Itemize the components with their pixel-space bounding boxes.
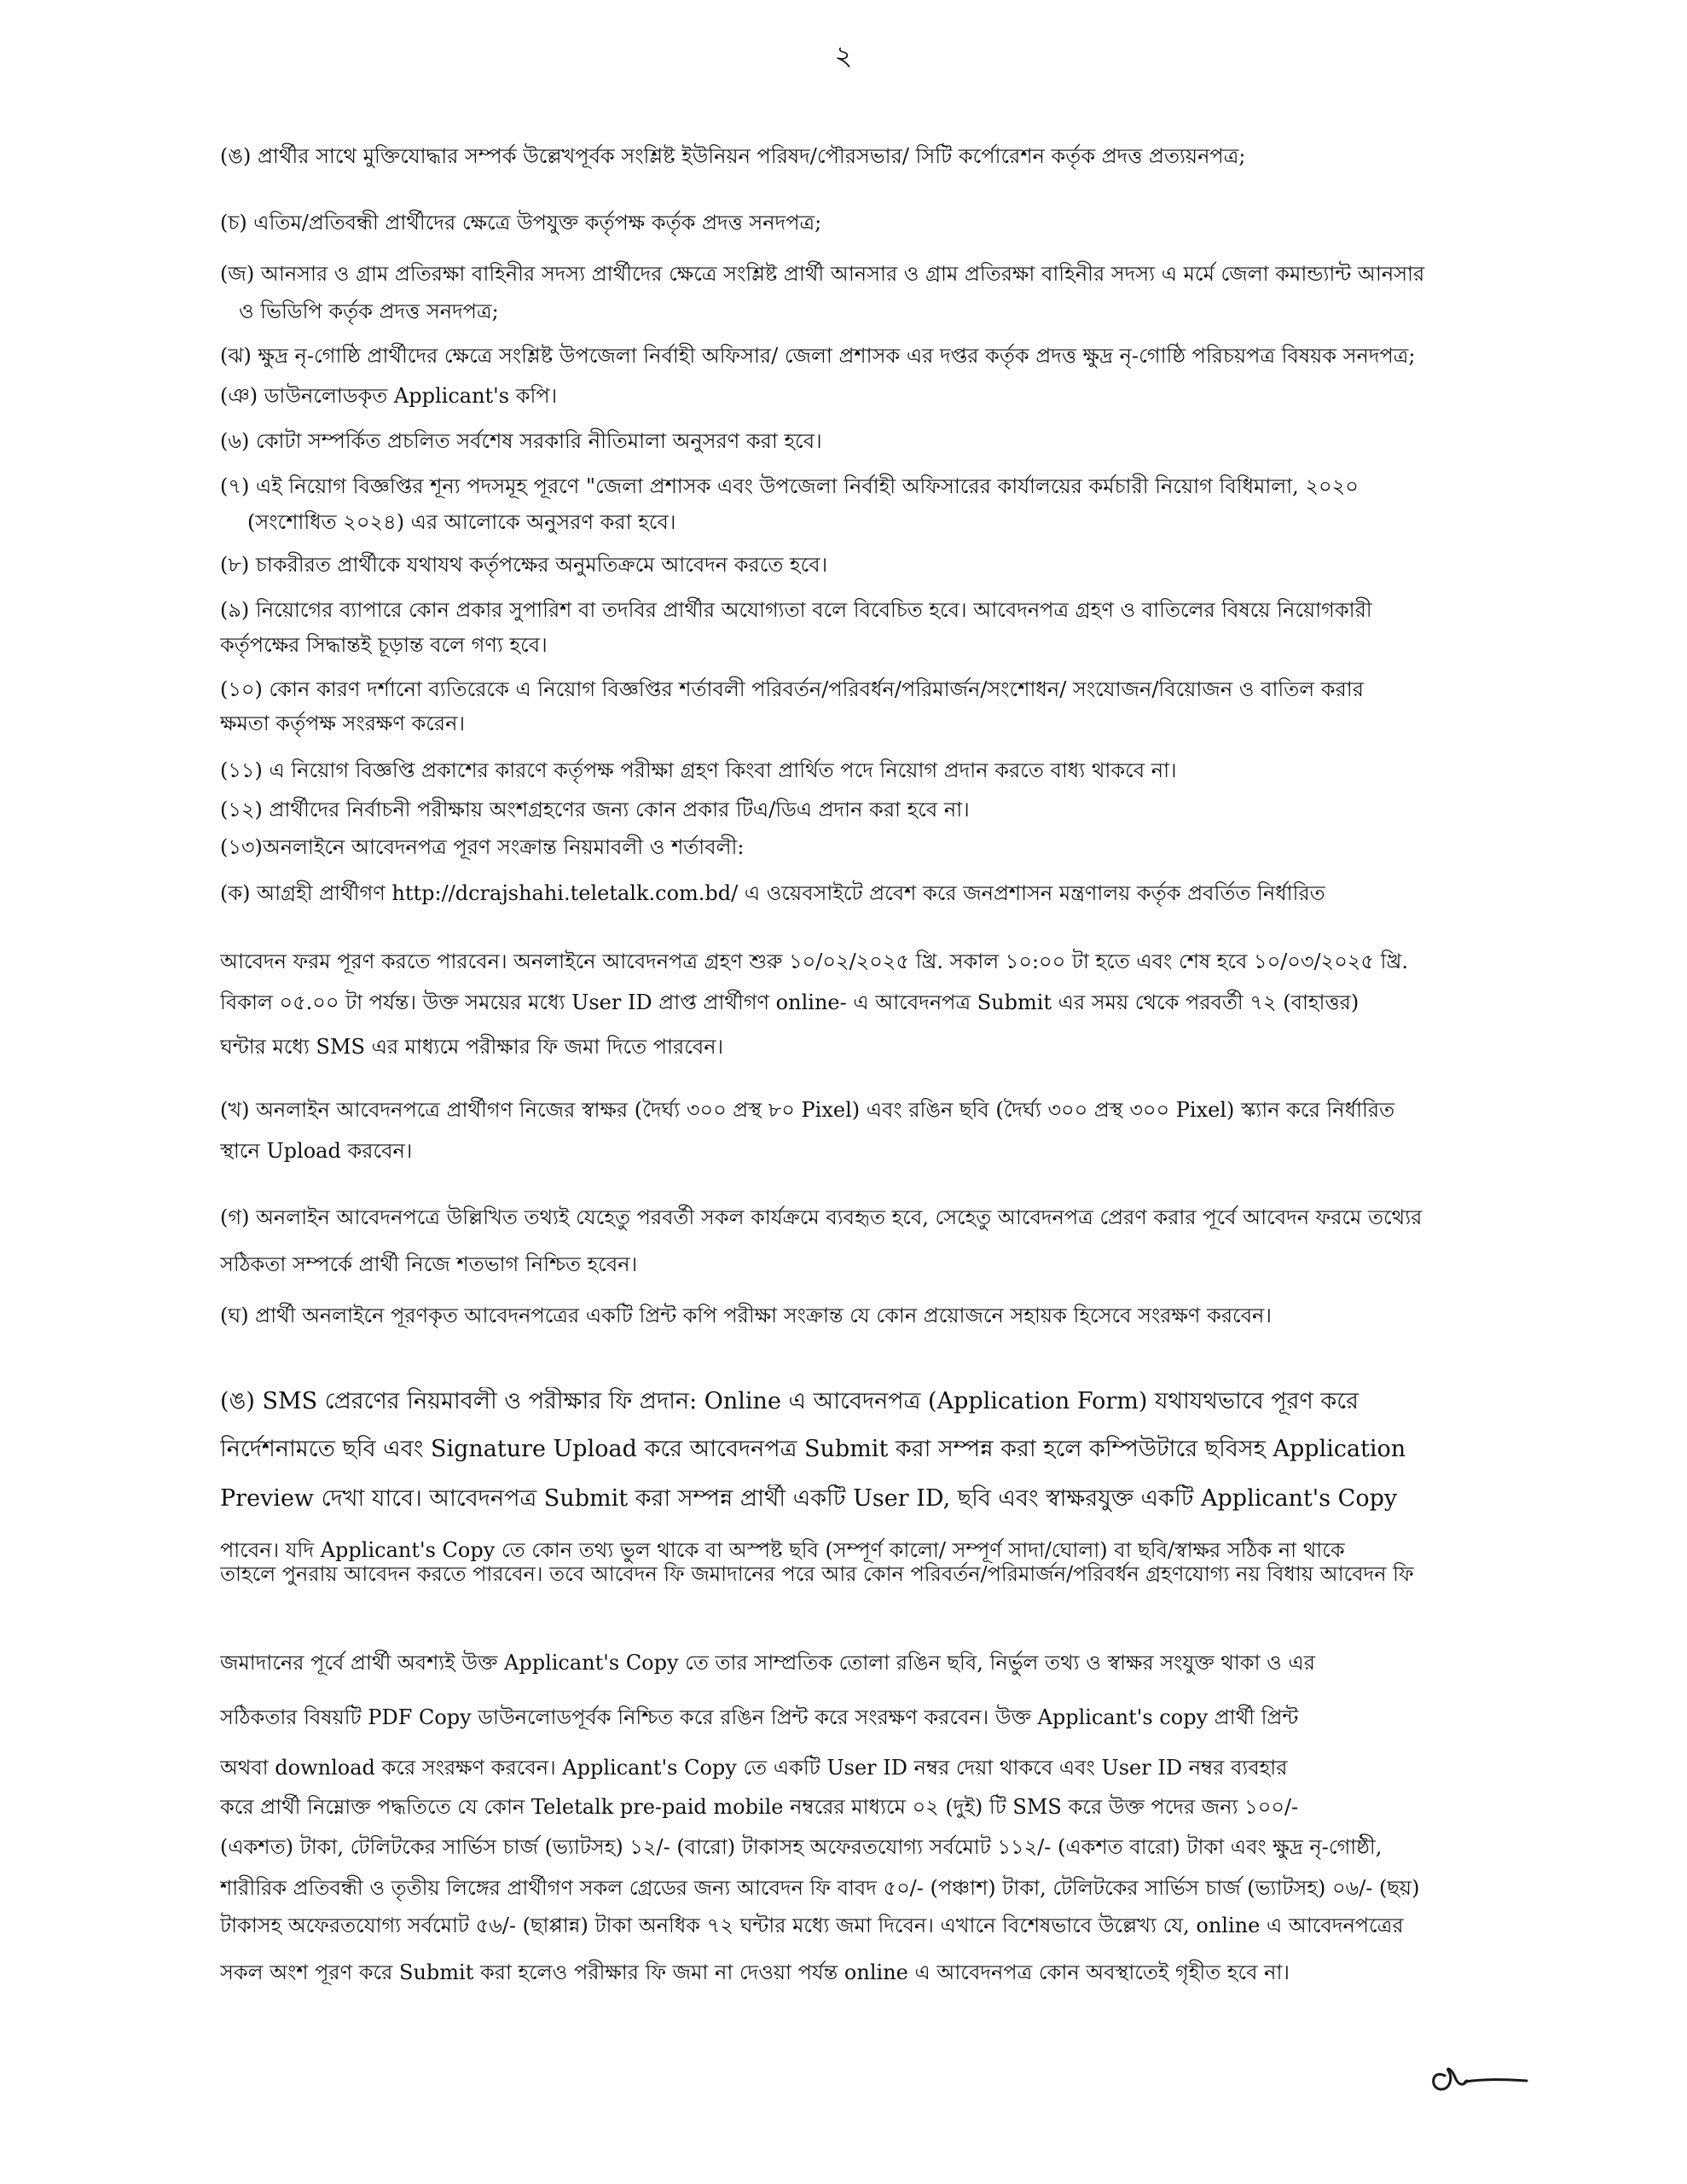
- paragraph-line: (ক) আগ্রহী প্রার্থীগণ http://dcrajshahi.teletalk.com.bd/ এ ওয়েবসাইটে প্রবেশ করে জনপ্রশাসন মন্ত্রণালয় কর্তৃক প্রবর্তিত নির্ধারিত: [220, 881, 1325, 905]
- paragraph-line: (খ) অনলাইন আবেদনপত্রে প্রার্থীগণ নিজের স্বাক্ষর (দৈর্ঘ্য ৩০০ প্রস্থ ৮০ Pixel) এবং রঙিন ছবি (দৈর্ঘ্য ৩০০ প্রস্থ ৩০০ Pixel) স্ক্যান করে নির্ধারিত: [220, 1098, 1395, 1122]
- paragraph-line: জমাদানের পূর্বে প্রার্থী অবশ্যই উক্ত Applicant's Copy তে তার সাম্প্রতিক তোলা রঙিন ছবি, নির্ভুল তথ্য ও স্বাক্ষর সংযুক্ত থাকা ও এর: [220, 1651, 1315, 1675]
- paragraph-line: সকল অংশ পূরণ করে Submit করা হলেও পরীক্ষার ফি জমা না দেওয়া পর্যন্ত online এ আবেদনপত্র কোন অবস্থাতেই গৃহীত হবে না।: [220, 1960, 1290, 1984]
- paragraph-line: বিকাল ০৫.০০ টা পর্যন্ত। উক্ত সময়ের মধ্যে User ID প্রাপ্ত প্রার্থীগণ online- এ আবেদনপত্র Submit এর সময় থেকে পরবর্তী ৭২ (বাহাত্তর): [220, 990, 1359, 1014]
- paragraph-line: (চ) এতিম/প্রতিবন্ধী প্রার্থীদের ক্ষেত্রে উপযুক্ত কর্তৃপক্ষ কর্তৃক প্রদত্ত সনদপত্র;: [220, 211, 822, 235]
- paragraph-line: (৬) কোটা সম্পর্কিত প্রচলিত সর্বশেষ সরকারি নীতিমালা অনুসরণ করা হবে।: [220, 429, 822, 453]
- paragraph-line: (জ) আনসার ও গ্রাম প্রতিরক্ষা বাহিনীর সদস্য প্রার্থীদের ক্ষেত্রে সংশ্লিষ্ট প্রার্থী আনসার ও গ্রাম প্রতিরক্ষা বাহিনীর সদস্য এ মর্মে জেলা কমান্ড্যান্ট আনসার: [220, 262, 1425, 286]
- paragraph-line: (ঙ) প্রার্থীর সাথে মুক্তিযোদ্ধার সম্পর্ক উল্লেখপূর্বক সংশ্লিষ্ট ইউনিয়ন পরিষদ/পৌরসভার/ সিটি কর্পোরেশন কর্তৃক প্রদত্ত প্রত্যয়নপত্র;: [220, 144, 1246, 168]
- paragraph-line: (ঞ) ডাউনলোডকৃত Applicant's কপি।: [220, 384, 558, 408]
- paragraph-line: শারীরিক প্রতিবন্ধী ও তৃতীয় লিঙ্গের প্রার্থীগণ সকল গ্রেডের জন্য আবেদন ফি বাবদ ৫০/- (পঞ্চাশ) টাকা, টেলিটকের সার্ভিস চার্জ (ভ্যাটসহ) ০৬/- (ছয়): [220, 1876, 1420, 1900]
- paragraph-line: নির্দেশনামতে ছবি এবং Signature Upload করে আবেদনপত্র Submit করা সম্পন্ন করা হলে কম্পিউটারে ছবিসহ Application: [220, 1436, 1406, 1462]
- paragraph-line: স্থানে Upload করবেন।: [220, 1139, 413, 1163]
- paragraph-line: Preview দেখা যাবে। আবেদনপত্র Submit করা সম্পন্ন প্রার্থী একটি User ID, ছবি এবং স্বাক্ষরযুক্ত একটি Applicant's Copy: [220, 1485, 1398, 1512]
- paragraph-line: তাহলে পুনরায় আবেদন করতে পারবেন। তবে আবেদন ফি জমাদানের পরে আর কোন পরিবর্তন/পরিমার্জন/পরিবর্ধন গ্রহণযোগ্য নয় বিধায় আবেদন ফি: [220, 1562, 1414, 1586]
- paragraph-line: (৮) চাকরীরত প্রার্থীকে যথাযথ কর্তৃপক্ষের অনুমতিক্রমে আবেদন করতে হবে।: [220, 553, 828, 577]
- paragraph-line: (১২) প্রার্থীদের নির্বাচনী পরীক্ষায় অংশগ্রহণের জন্য কোন প্রকার টিএ/ডিএ প্রদান করা হবে না।: [220, 798, 970, 822]
- page-number: ২: [834, 39, 853, 72]
- paragraph-line: (ঘ) প্রার্থী অনলাইনে পূরণকৃত আবেদনপত্রের একটি প্রিন্ট কপি পরীক্ষা সংক্রান্ত যে কোন প্রয়োজনে সহায়ক হিসেবে সংরক্ষণ করবেন।: [220, 1304, 1272, 1327]
- paragraph-line: কর্তৃপক্ষের সিদ্ধান্তই চূড়ান্ত বলে গণ্য হবে।: [220, 633, 548, 657]
- paragraph-line: (ঝ) ক্ষুদ্র নৃ-গোষ্ঠি প্রার্থীদের ক্ষেত্রে সংশ্লিষ্ট উপজেলা নির্বাহী অফিসার/ জেলা প্রশাসক এর দপ্তর কর্তৃক প্রদত্ত ক্ষুদ্র নৃ-গোষ্ঠি পরিচয়পত্র বিষয়ক সনদপত্র;: [220, 344, 1416, 368]
- paragraph-line: (ঙ) SMS প্রেরণের নিয়মাবলী ও পরীক্ষার ফি প্রদান: Online এ আবেদনপত্র (Application Form) যথাযথভাবে পূরণ করে: [220, 1388, 1359, 1414]
- paragraph-line: ঘন্টার মধ্যে SMS এর মাধ্যমে পরীক্ষার ফি জমা দিতে পারবেন।: [220, 1035, 724, 1059]
- paragraph-line: (৭) এই নিয়োগ বিজ্ঞপ্তির শূন্য পদসমূহ পূরণে "জেলা প্রশাসক এবং উপজেলা নির্বাহী অফিসারের কার্যালয়ের কর্মচারী নিয়োগ বিধিমালা, ২০২০: [220, 474, 1359, 498]
- paragraph-line: (গ) অনলাইন আবেদনপত্রে উল্লিখিত তথ্যই যেহেতু পরবর্তী সকল কার্যক্রমে ব্যবহৃত হবে, সেহেতু আবেদনপত্র প্রেরণ করার পূর্বে আবেদন ফরমে তথ্যের: [220, 1205, 1423, 1229]
- paragraph-line: আবেদন ফরম পূরণ করতে পারবেন। অনলাইনে আবেদনপত্র গ্রহণ শুরু ১০/০২/২০২৫ খ্রি. সকাল ১০:০০ টা হতে এবং শেষ হবে ১০/০৩/২০২৫ খ্রি.: [220, 950, 1408, 973]
- paragraph-line: সঠিকতা সম্পর্কে প্রার্থী নিজে শতভাগ নিশ্চিত হবেন।: [220, 1252, 638, 1276]
- paragraph-line: ক্ষমতা কর্তৃপক্ষ সংরক্ষণ করেন।: [220, 712, 466, 735]
- paragraph-line: (১৩)অনলাইনে আবেদনপত্র পূরণ সংক্রান্ত নিয়মাবলী ও শর্তাবলী:: [220, 835, 745, 859]
- signature-icon: [1416, 2043, 1535, 2103]
- paragraph-line: (সংশোধিত ২০২৪) এর আলোকে অনুসরণ করা হবে।: [247, 510, 676, 534]
- paragraph-line: করে প্রার্থী নিম্নোক্ত পদ্ধতিতে যে কোন Teletalk pre-paid mobile নম্বরের মাধ্যমে ০২ (দুই) টি SMS করে উক্ত পদের জন্য ১০০/-: [220, 1795, 1299, 1819]
- paragraph-line: (১০) কোন কারণ দর্শানো ব্যতিরেকে এ নিয়োগ বিজ্ঞপ্তির শর্তাবলী পরিবর্তন/পরিবর্ধন/পরিমার্জন/সংশোধন/ সংযোজন/বিয়োজন ও বাতিল করার: [220, 677, 1364, 701]
- paragraph-line: পাবেন। যদি Applicant's Copy তে কোন তথ্য ভুল থাকে বা অস্পষ্ট ছবি (সম্পূর্ণ কালো/ সম্পূর্ণ সাদা/ঘোলা) বা ছবি/স্বাক্ষর সঠিক না থাকে: [220, 1538, 1345, 1562]
- paragraph-line: (১১) এ নিয়োগ বিজ্ঞপ্তি প্রকাশের কারণে কর্তৃপক্ষ পরীক্ষা গ্রহণ কিংবা প্রার্থিত পদে নিয়োগ প্রদান করতে বাধ্য থাকবে না।: [220, 758, 1177, 782]
- paragraph-line: (একশত) টাকা, টেলিটকের সার্ভিস চার্জ (ভ্যাটসহ) ১২/- (বারো) টাকাসহ অফেরতযোগ্য সর্বমোট ১১২/- (একশত বারো) টাকা এবং ক্ষুদ্র নৃ-গোষ্ঠী,: [220, 1835, 1383, 1859]
- paragraph-line: সঠিকতার বিষয়টি PDF Copy ডাউনলোডপূর্বক নিশ্চিত করে রঙিন প্রিন্ট করে সংরক্ষণ করবেন। উক্ত Applicant's copy প্রার্থী প্রিন্ট: [220, 1705, 1299, 1729]
- paragraph-line: ও ভিডিপি কর্তৃক প্রদত্ত সনদপত্র;: [239, 299, 499, 323]
- paragraph-line: অথবা download করে সংরক্ষণ করবেন। Applicant's Copy তে একটি User ID নম্বর দেয়া থাকবে এবং User ID নম্বর ব্যবহার: [220, 1756, 1288, 1780]
- paragraph-line: টাকাসহ অফেরতযোগ্য সর্বমোট ৫৬/- (ছাপ্পান্ন) টাকা অনধিক ৭২ ঘন্টার মধ্যে জমা দিবেন। এখানে বিশেষভাবে উল্লেখ্য যে, online এ আবেদনপত্রের: [220, 1914, 1404, 1937]
- paragraph-line: (৯) নিয়োগের ব্যাপারে কোন প্রকার সুপারিশ বা তদবির প্রার্থীর অযোগ্যতা বলে বিবেচিত হবে। আবেদনপত্র গ্রহণ ও বাতিলের বিষয়ে নিয়োগকারী: [220, 598, 1372, 622]
